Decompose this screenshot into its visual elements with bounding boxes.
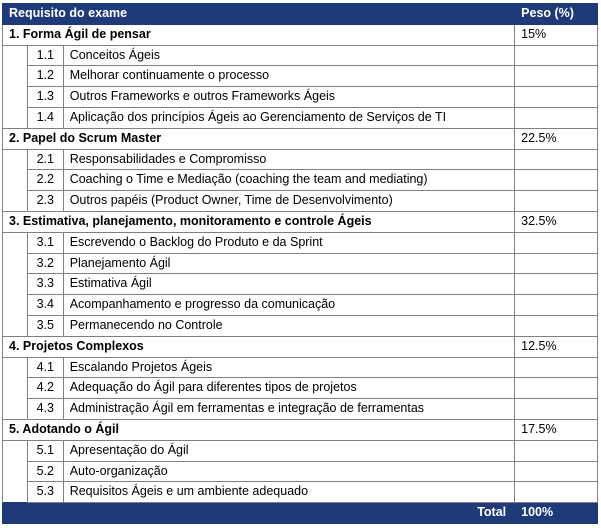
- item-row: [3, 149, 598, 170]
- item-row: [3, 107, 598, 128]
- item-label: Coaching o Time e Mediação (coaching the team and mediating): [63, 170, 514, 191]
- total-value: 100%: [515, 503, 598, 524]
- item-weight-empty: [515, 170, 598, 191]
- item-weight-empty: [515, 315, 598, 336]
- section-weight: 32.5%: [515, 211, 598, 232]
- item-weight-empty: [515, 399, 598, 420]
- item-row: [3, 295, 598, 316]
- item-label: Estimativa Ágil: [63, 274, 514, 295]
- table-header-row: [3, 4, 598, 25]
- item-number: 3.2: [27, 253, 63, 274]
- indent-cell: [3, 399, 28, 420]
- indent-cell: [3, 461, 28, 482]
- item-weight-empty: [515, 357, 598, 378]
- header-weight: Peso (%): [515, 4, 598, 25]
- section-title: 1. Forma Ágil de pensar: [3, 24, 515, 45]
- item-number: 3.5: [27, 315, 63, 336]
- section-title: 3. Estimativa, planejamento, monitoramento e controle Ágeis: [3, 211, 515, 232]
- item-row: [3, 191, 598, 212]
- item-number: 5.3: [27, 482, 63, 503]
- indent-cell: [3, 149, 28, 170]
- item-row: [3, 461, 598, 482]
- item-label: Outros Frameworks e outros Frameworks Ágeis: [63, 87, 514, 108]
- item-label: Administração Ágil em ferramentas e integração de ferramentas: [63, 399, 514, 420]
- item-row: [3, 440, 598, 461]
- item-number: 3.4: [27, 295, 63, 316]
- item-label: Escalando Projetos Ágeis: [63, 357, 514, 378]
- item-label: Requisitos Ágeis e um ambiente adequado: [63, 482, 514, 503]
- indent-cell: [3, 274, 28, 295]
- item-weight-empty: [515, 274, 598, 295]
- item-row: [3, 87, 598, 108]
- item-weight-empty: [515, 87, 598, 108]
- item-number: 5.2: [27, 461, 63, 482]
- section-weight: 12.5%: [515, 336, 598, 357]
- indent-cell: [3, 440, 28, 461]
- item-row: [3, 253, 598, 274]
- section-row: [3, 24, 598, 45]
- item-row: [3, 170, 598, 191]
- item-label: Outros papéis (Product Owner, Time de Desenvolvimento): [63, 191, 514, 212]
- item-weight-empty: [515, 253, 598, 274]
- item-row: [3, 45, 598, 66]
- section-row: [3, 128, 598, 149]
- item-label: Adequação do Ágil para diferentes tipos de projetos: [63, 378, 514, 399]
- item-number: 1.2: [27, 66, 63, 87]
- indent-cell: [3, 107, 28, 128]
- indent-cell: [3, 357, 28, 378]
- item-number: 4.1: [27, 357, 63, 378]
- item-weight-empty: [515, 107, 598, 128]
- section-row: [3, 336, 598, 357]
- item-weight-empty: [515, 482, 598, 503]
- item-label: Apresentação do Ágil: [63, 440, 514, 461]
- item-weight-empty: [515, 378, 598, 399]
- item-row: [3, 66, 598, 87]
- indent-cell: [3, 315, 28, 336]
- item-row: [3, 232, 598, 253]
- item-weight-empty: [515, 461, 598, 482]
- indent-cell: [3, 191, 28, 212]
- item-label: Acompanhamento e progresso da comunicação: [63, 295, 514, 316]
- item-row: [3, 378, 598, 399]
- item-row: [3, 315, 598, 336]
- item-number: 1.4: [27, 107, 63, 128]
- item-number: 3.1: [27, 232, 63, 253]
- indent-cell: [3, 378, 28, 399]
- item-label: Planejamento Ágil: [63, 253, 514, 274]
- item-weight-empty: [515, 232, 598, 253]
- indent-cell: [3, 87, 28, 108]
- item-label: Melhorar continuamente o processo: [63, 66, 514, 87]
- section-title: 2. Papel do Scrum Master: [3, 128, 515, 149]
- item-row: [3, 399, 598, 420]
- indent-cell: [3, 295, 28, 316]
- table-footer-row: [3, 503, 598, 524]
- item-label: Responsabilidades e Compromisso: [63, 149, 514, 170]
- section-weight: 17.5%: [515, 419, 598, 440]
- section-weight: 15%: [515, 24, 598, 45]
- item-row: [3, 357, 598, 378]
- item-weight-empty: [515, 66, 598, 87]
- indent-cell: [3, 253, 28, 274]
- indent-cell: [3, 45, 28, 66]
- item-number: 3.3: [27, 274, 63, 295]
- table-body: [3, 24, 598, 502]
- item-weight-empty: [515, 45, 598, 66]
- item-weight-empty: [515, 440, 598, 461]
- section-title: 5. Adotando o Ágil: [3, 419, 515, 440]
- indent-cell: [3, 482, 28, 503]
- item-weight-empty: [515, 295, 598, 316]
- item-label: Auto-organização: [63, 461, 514, 482]
- indent-cell: [3, 232, 28, 253]
- item-weight-empty: [515, 149, 598, 170]
- item-row: [3, 482, 598, 503]
- item-number: 1.1: [27, 45, 63, 66]
- total-label: Total: [3, 503, 515, 524]
- item-label: Aplicação dos princípios Ágeis ao Gerenciamento de Serviços de TI: [63, 107, 514, 128]
- item-label: Permanecendo no Controle: [63, 315, 514, 336]
- item-number: 2.3: [27, 191, 63, 212]
- section-weight: 22.5%: [515, 128, 598, 149]
- item-number: 1.3: [27, 87, 63, 108]
- section-title: 4. Projetos Complexos: [3, 336, 515, 357]
- indent-cell: [3, 170, 28, 191]
- item-label: Conceitos Ágeis: [63, 45, 514, 66]
- item-weight-empty: [515, 191, 598, 212]
- item-label: Escrevendo o Backlog do Produto e da Sprint: [63, 232, 514, 253]
- item-number: 2.2: [27, 170, 63, 191]
- item-row: [3, 274, 598, 295]
- section-row: [3, 211, 598, 232]
- indent-cell: [3, 66, 28, 87]
- item-number: 5.1: [27, 440, 63, 461]
- section-row: [3, 419, 598, 440]
- header-requirement: Requisito do exame: [3, 4, 515, 25]
- item-number: 4.2: [27, 378, 63, 399]
- exam-requirements-table: [2, 3, 598, 524]
- item-number: 4.3: [27, 399, 63, 420]
- item-number: 2.1: [27, 149, 63, 170]
